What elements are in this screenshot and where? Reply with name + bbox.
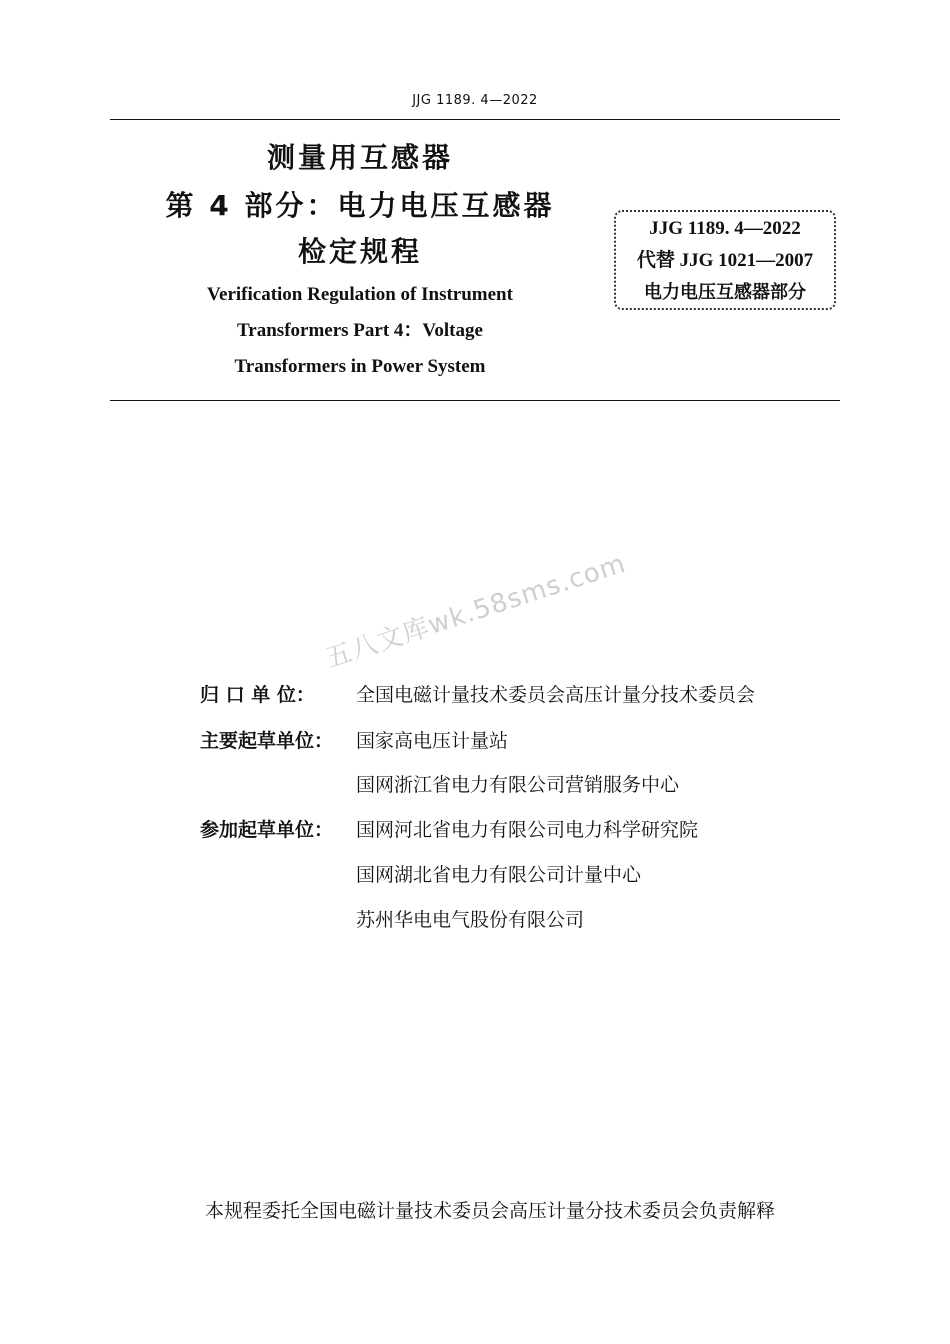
title-en-line1: Verification Regulation of Instrument — [207, 284, 513, 305]
title-en-line2: Transformers Part 4：Voltage — [237, 320, 483, 341]
main-drafting-unit-2: 国网浙江省电力有限公司营销服务中心 — [356, 774, 680, 796]
title-en-line3: Transformers in Power System — [234, 356, 486, 377]
title-cn-line2: 第 4 部分：电力电压互感器 — [165, 189, 555, 222]
replaced-part: 电力电压互感器部分 — [644, 282, 806, 303]
responsible-unit: 全国电磁计量技术委员会高压计量分技术委员会 — [356, 684, 756, 706]
header-standard-code: JJG 1189. 4—2022 — [412, 93, 538, 108]
participating-unit-1: 国网河北省电力有限公司电力科学研究院 — [356, 819, 699, 841]
top-divider — [110, 119, 840, 120]
replaces-standard: 代替 JJG 1021—2007 — [636, 250, 814, 271]
participating-unit-3: 苏州华电电气股份有限公司 — [356, 909, 585, 931]
participating-label: 参加起草单位： — [200, 819, 334, 841]
interpretation-note: 本规程委托全国电磁计量技术委员会高压计量分技术委员会负责解释 — [204, 1200, 775, 1222]
responsible-unit-label: 归 口 单 位： — [200, 684, 315, 706]
watermark: 五八文库wk.58sms.com — [321, 548, 630, 675]
main-drafting-unit-1: 国家高电压计量站 — [356, 730, 509, 752]
title-cn-line3: 检定规程 — [297, 235, 422, 268]
standard-code: JJG 1189. 4—2022 — [649, 218, 801, 239]
participating-unit-2: 国网湖北省电力有限公司计量中心 — [356, 864, 642, 886]
main-drafting-label: 主要起草单位： — [200, 730, 334, 752]
bottom-divider — [110, 400, 840, 401]
title-cn-line1: 测量用互感器 — [266, 141, 453, 174]
